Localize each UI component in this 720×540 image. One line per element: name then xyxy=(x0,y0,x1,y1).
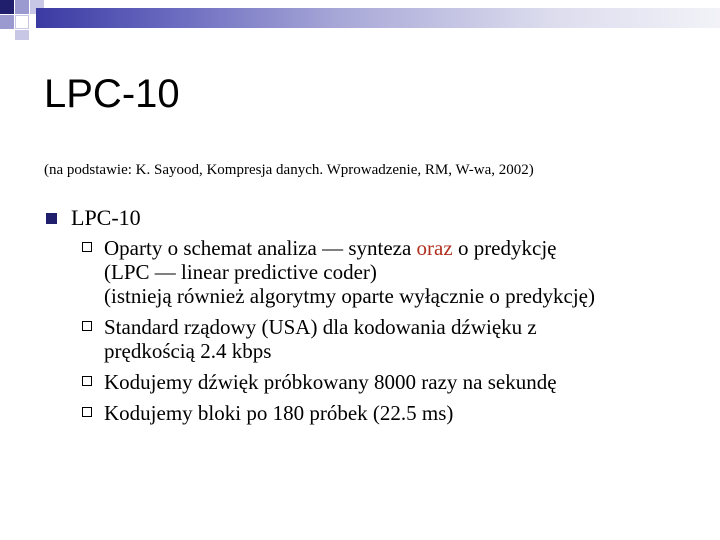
deco-square xyxy=(0,15,14,29)
square-bullet-icon xyxy=(46,213,57,224)
slide-title: LPC-10 xyxy=(44,72,180,116)
text-segment: Oparty o schemat analiza — synteza xyxy=(104,236,417,260)
sub-bullet-item xyxy=(80,315,710,363)
sub-bullet-line: Standard rządowy (USA) dla kodowania dźwięku z xyxy=(104,315,537,339)
sub-bullet-item xyxy=(80,236,710,308)
highlighted-word: oraz xyxy=(416,236,453,260)
source-citation: (na podstawie: K. Sayood, Kompresja danych. Wprowadzenie, RM, W-wa, 2002) xyxy=(44,162,534,178)
checkbox-bullet-icon xyxy=(82,242,92,252)
main-bullet-text: LPC-10 xyxy=(71,205,141,230)
checkbox-bullet-icon xyxy=(82,407,92,417)
sub-bullet-item xyxy=(80,401,710,425)
sub-bullet-item xyxy=(80,370,710,394)
sub-bullet-list xyxy=(80,236,710,432)
checkbox-bullet-icon xyxy=(82,321,92,331)
checkbox-bullet-icon xyxy=(82,376,92,386)
sub-bullet-line: (LPC — linear predictive coder) xyxy=(104,260,377,284)
sub-bullet-line: (istnieją również algorytmy oparte wyłącznie o predykcję) xyxy=(104,284,595,308)
deco-square xyxy=(0,0,14,14)
sub-bullet-line xyxy=(104,236,710,260)
sub-bullet-line: Kodujemy dźwięk próbkowany 8000 razy na sekundę xyxy=(104,370,557,394)
sub-bullet-line: Kodujemy bloki po 180 próbek (22.5 ms) xyxy=(104,401,454,425)
text-segment: o predykcję xyxy=(452,236,557,260)
sub-bullet-line: prędkością 2.4 kbps xyxy=(104,339,272,363)
deco-square xyxy=(15,30,29,40)
deco-square xyxy=(15,0,29,14)
deco-square xyxy=(15,15,29,29)
header-gradient-bar xyxy=(36,8,720,28)
